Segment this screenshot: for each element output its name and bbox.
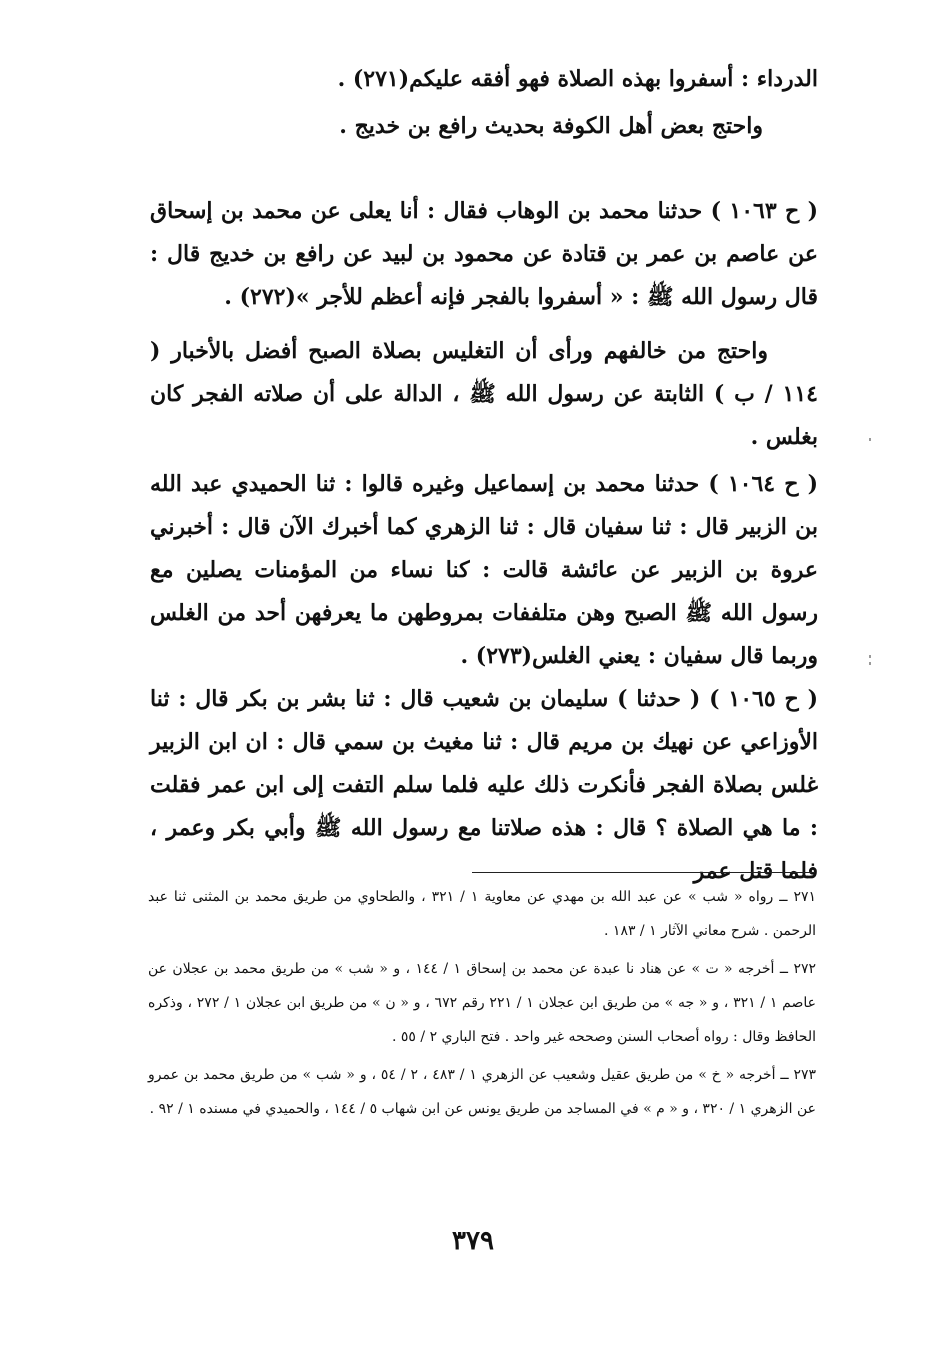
intro-block	[150, 58, 818, 148]
argument-paragraph	[150, 330, 818, 459]
argument-text: واحتج من خالفهم ورأى أن التغليس بصلاة الصبح أفضل بالأخبار ( ١١٤ / ب ) الثابتة عن رسول الله ﷺ ، الدالة على أن صلاته الفجر كان بغلس .	[150, 338, 818, 450]
page-number: ٣٧٩	[452, 1226, 494, 1256]
footnotes-section	[148, 880, 816, 1126]
hadith-1063-paragraph	[150, 190, 818, 319]
footnote-272: ٢٧٢ ــ أخرجه « ت » عن هناد نا عبدة عن محمد بن إسحاق ١ / ١٤٤ ، و « شب » من طريق محمد بن عجلان عن عاصم ١ / ٣٢١ ، و « جه » من طريق ابن عجلان ١ / ٢٢١ رقم ٦٧٢ ، و « ن » من طريق ابن عجلان ١ / ٢٧٢ ، وذكره الحافظ وقال : رواه أصحاب السنن وصححه غير واحد . فتح الباري ٢ / ٥٥ .	[148, 961, 816, 1045]
hadith-1065-paragraph	[150, 678, 818, 893]
scan-speck	[869, 438, 871, 441]
intro-line-1: الدرداء : أسفروا بهذه الصلاة فهو أفقه عليكم(٢٧١) .	[337, 66, 818, 92]
scan-speck	[869, 662, 871, 665]
scan-speck	[869, 655, 871, 658]
footnote-271: ٢٧١ ــ رواه « شب » عن عبد الله بن مهدي عن معاوية ١ / ٣٢١ ، والطحاوي من طريق محمد بن المثنى ثنا عبد الرحمن . شرح معاني الآثار ١ / ١٨٣ .	[148, 889, 816, 939]
intro-line-2: واحتج بعض أهل الكوفة بحديث رافع بن خديج .	[339, 113, 763, 139]
hadith-1065-text: ( ح ١٠٦٥ ) ( حدثنا ) سليمان بن شعيب قال : ثنا بشر بن بكر قال : ثنا الأوزاعي عن نهيك بن مريم قال : ثنا مغيث بن سمي قال : ان ابن الزبير غلس بصلاة الفجر فأنكرت ذلك عليه فلما سلم التفت إلى ابن عمر فقلت : ما هي الصلاة ؟ قال : هذه صلاتنا مع رسول الله ﷺ وأبي بكر وعمر ، فلما قتل عمر	[150, 686, 818, 884]
footnote-divider	[472, 872, 815, 873]
footnote-273: ٢٧٣ ــ أخرجه « خ » من طريق عقيل وشعيب عن الزهري ١ / ٤٨٣ ، ٢ / ٥٤ ، و « شب » من طريق محمد بن عمرو عن الزهري ١ / ٣٢٠ ، و « م » في المساجد من طريق يونس عن ابن شهاب ٥ / ١٤٤ ، والحميدي في مسنده ١ / ٩٢ .	[148, 1067, 817, 1117]
hadith-1064-paragraph	[150, 463, 818, 678]
hadith-1063-text: ( ح ١٠٦٣ ) حدثنا محمد بن الوهاب فقال : أنا يعلى عن محمد بن إسحاق عن عاصم بن عمر بن قتادة عن محمود بن لبيد عن رافع بن خديج قال : قال رسول الله ﷺ : « أسفروا بالفجر فإنه أعظم للأجر »(٢٧٢) .	[150, 198, 818, 310]
hadith-1064-text: ( ح ١٠٦٤ ) حدثنا محمد بن إسماعيل وغيره قالوا : ثنا الحميدي عبد الله بن الزبير قال : ثنا سفيان قال : ثنا الزهري كما أخبرك الآن قال : أخبرني عروة بن الزبير عن عائشة قالت : كنا نساء من المؤمنات يصلين مع رسول الله ﷺ الصبح وهن متلففات بمروطهن ما يعرفهن أحد من الغلس وربما قال سفيان : يعني الغلس(٢٧٣) .	[150, 471, 819, 669]
